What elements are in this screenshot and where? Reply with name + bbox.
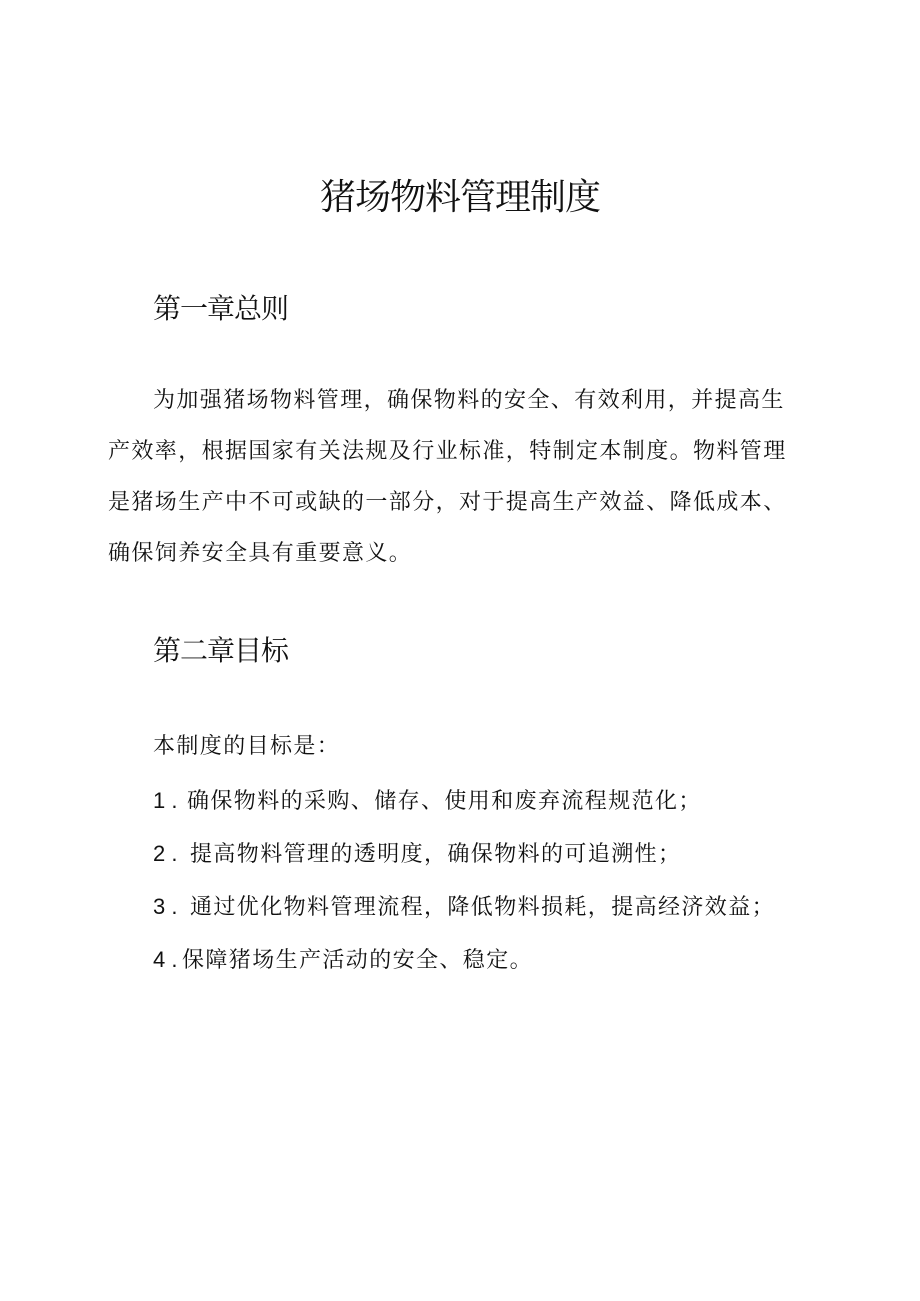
goal-text: 确保物料的采购、储存、使用和废弃流程规范化；	[187, 789, 702, 814]
goal-list	[153, 786, 775, 998]
goal-item-1	[153, 786, 775, 839]
chapter-2-intro: 本制度的目标是：	[153, 734, 341, 759]
chapter-2-heading: 第二章目标	[153, 634, 289, 667]
chapter-1-paragraph: 为加强猪场物料管理，确保物料的安全、有效利用，并提高生产效率，根据国家有关法规及行业标准，特制定本制度。物料管理是猪场生产中不可或缺的一部分，对于提高生产效益、降低成本、确保饲养安全具有重要意义。	[108, 388, 787, 566]
goal-text: 保障猪场生产活动的安全、稳定。	[182, 948, 534, 973]
goal-item-2	[153, 839, 775, 892]
goal-text: 通过优化物料管理流程，降低物料损耗，提高经济效益；	[190, 895, 776, 920]
document-title: 猪场物料管理制度	[319, 177, 600, 218]
goal-item-3	[153, 892, 775, 945]
goal-number: 1 .	[153, 788, 178, 813]
goal-number: 2 .	[153, 841, 178, 866]
goal-item-4	[153, 945, 775, 998]
goal-number: 3 .	[153, 894, 178, 919]
goal-number: 4 .	[153, 947, 178, 972]
chapter-1-heading: 第一章总则	[153, 292, 289, 325]
goal-text: 提高物料管理的透明度，确保物料的可追溯性；	[190, 842, 682, 867]
